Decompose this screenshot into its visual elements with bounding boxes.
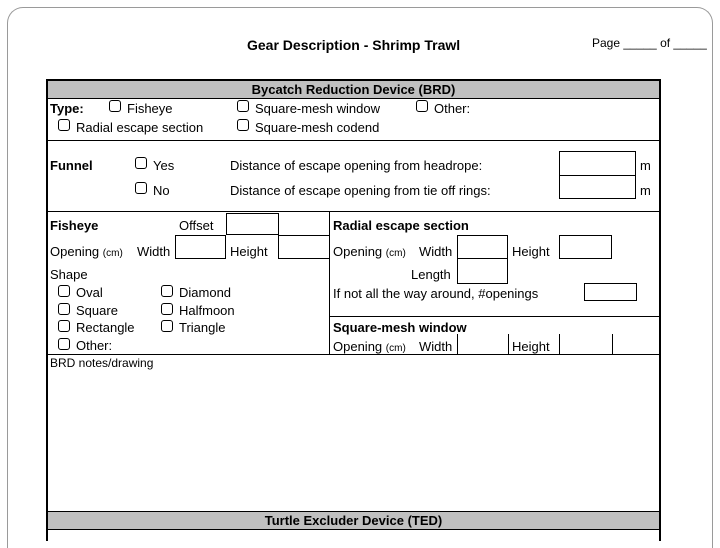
radial-length-label: Length (411, 267, 451, 282)
shape-oval-checkbox[interactable] (58, 285, 70, 297)
type-radial-escape-label: Radial escape section (76, 120, 204, 135)
type-square-mesh-codend-checkbox[interactable] (237, 119, 249, 131)
brd-section-header: Bycatch Reduction Device (BRD) (48, 81, 659, 99)
divider-type (48, 140, 659, 141)
sqmesh-height-input-left (559, 334, 560, 354)
fisheye-width-label: Width (137, 244, 171, 259)
radial-openings-label: If not all the way around, #openings (333, 286, 539, 301)
distance-headrope-label: Distance of escape opening from headrope: (230, 158, 483, 173)
shape-rectangle-checkbox[interactable] (58, 320, 70, 332)
sqmesh-height-input-right[interactable] (612, 334, 613, 354)
type-other-label: Other: (434, 101, 471, 116)
sqmesh-opening-label: Opening (cm) (333, 339, 406, 354)
shape-halfmoon-label: Halfmoon (179, 303, 235, 318)
radial-height-input[interactable] (559, 235, 612, 259)
radial-length-input[interactable] (457, 258, 508, 284)
fisheye-offset-label: Offset (179, 218, 214, 233)
sqmesh-title: Square-mesh window (333, 320, 467, 335)
shape-label: Shape (50, 267, 88, 282)
shape-rectangle-label: Rectangle (76, 320, 135, 335)
page-title: Gear Description - Shrimp Trawl (247, 37, 461, 53)
funnel-yes-label: Yes (153, 158, 175, 173)
shape-halfmoon-checkbox[interactable] (161, 303, 173, 315)
radial-title: Radial escape section (333, 218, 469, 233)
unit-m-headrope: m (640, 158, 651, 173)
funnel-no-checkbox[interactable] (135, 182, 147, 194)
type-square-mesh-window-label: Square-mesh window (255, 101, 381, 116)
shape-square-checkbox[interactable] (58, 303, 70, 315)
radial-height-label: Height (512, 244, 550, 259)
type-radial-escape-checkbox[interactable] (58, 119, 70, 131)
distance-tieoff-label: Distance of escape opening from tie off rings: (230, 183, 491, 198)
fisheye-offset-input[interactable] (226, 213, 279, 235)
radial-opening-label: Opening (cm) (333, 244, 406, 259)
fisheye-height-input[interactable] (278, 235, 330, 259)
unit-m-tieoff: m (640, 183, 651, 198)
fisheye-opening-label: Opening (cm) (50, 244, 123, 259)
divider-notes (48, 354, 659, 355)
fisheye-height-label: Height (230, 244, 268, 259)
type-label: Type: (50, 101, 84, 116)
brd-notes-label: BRD notes/drawing (50, 356, 154, 370)
shape-square-label: Square (76, 303, 118, 318)
shape-other-label: Other: (76, 338, 113, 353)
type-fisheye-checkbox[interactable] (109, 100, 121, 112)
type-other-checkbox[interactable] (416, 100, 428, 112)
shape-triangle-label: Triangle (179, 320, 226, 335)
shape-oval-label: Oval (76, 285, 103, 300)
divider-radial (329, 316, 659, 317)
sqmesh-width-input-right[interactable] (508, 334, 509, 354)
funnel-label: Funnel (50, 158, 93, 173)
ted-section-header: Turtle Excluder Device (TED) (48, 512, 659, 530)
shape-diamond-checkbox[interactable] (161, 285, 173, 297)
fisheye-title: Fisheye (50, 218, 99, 233)
brd-notes-area[interactable] (48, 372, 659, 510)
sqmesh-height-label: Height (512, 339, 550, 354)
sqmesh-width-input-left (457, 334, 458, 354)
fisheye-width-input[interactable] (175, 235, 226, 259)
shape-triangle-checkbox[interactable] (161, 320, 173, 332)
divider-funnel (48, 211, 659, 212)
radial-width-label: Width (419, 244, 453, 259)
type-fisheye-label: Fisheye (127, 101, 173, 116)
type-square-mesh-window-checkbox[interactable] (237, 100, 249, 112)
sqmesh-width-label: Width (419, 339, 453, 354)
type-square-mesh-codend-label: Square-mesh codend (255, 120, 380, 135)
page-number-field[interactable]: Page _____ of _____ (592, 36, 707, 50)
shape-diamond-label: Diamond (179, 285, 232, 300)
divider-fisheye-column (329, 211, 330, 354)
radial-openings-input[interactable] (584, 283, 637, 301)
funnel-no-label: No (153, 183, 170, 198)
distance-headrope-input[interactable] (559, 151, 636, 176)
distance-tieoff-input[interactable] (559, 175, 636, 199)
funnel-yes-checkbox[interactable] (135, 157, 147, 169)
radial-width-input[interactable] (457, 235, 508, 259)
shape-other-checkbox[interactable] (58, 338, 70, 350)
